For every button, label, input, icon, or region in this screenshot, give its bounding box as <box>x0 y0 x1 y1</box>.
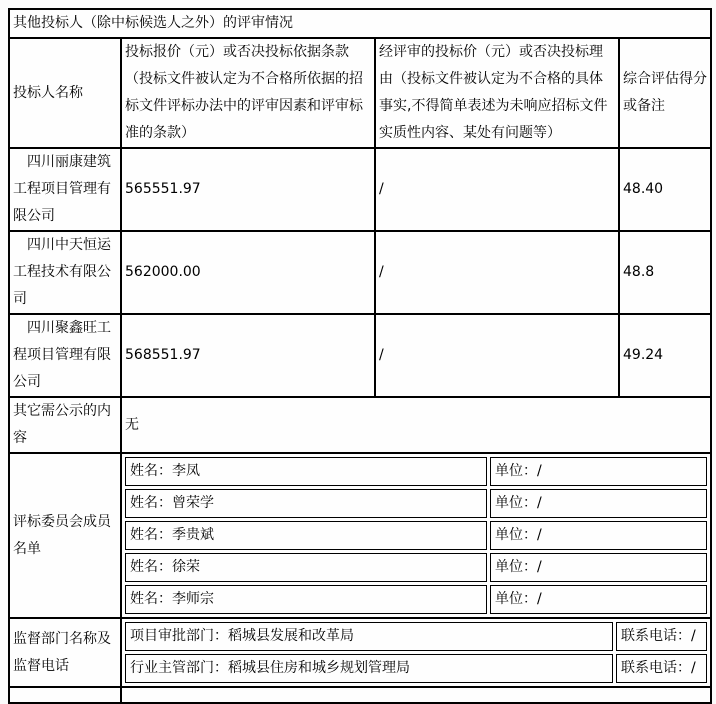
supervision-dept-row <box>125 622 707 651</box>
bidder-name-cell: 四川丽康建筑工程项目管理有限公司 <box>9 148 121 231</box>
member-name-label: 姓名： <box>130 527 172 543</box>
bidder-name-cell: 四川中天恒运工程技术有限公司 <box>9 231 121 314</box>
member-name-label: 姓名： <box>130 495 172 511</box>
member-unit-label: 单位： <box>495 527 537 543</box>
score-cell: 48.8 <box>619 231 711 314</box>
member-unit: / <box>537 495 542 511</box>
supervision-table <box>122 619 710 686</box>
member-name-label: 姓名： <box>130 591 172 607</box>
header-score: 综合评估得分或备注 <box>619 38 711 148</box>
member-name-label: 姓名： <box>130 463 172 479</box>
supervision-label: 监督部门名称及监督电话 <box>9 618 121 687</box>
phone-cell: 联系电话：/ <box>616 622 707 651</box>
table-title-row <box>9 9 711 38</box>
evaluated-price-cell: / <box>375 314 619 397</box>
member-unit-cell <box>490 457 707 486</box>
evaluation-table <box>8 8 712 704</box>
header-bid-price: 投标报价（元）或否决投标依据条款（投标文件被认定为不合格所依据的招标文件评标办法中的评审因素和评审标准的条款） <box>121 38 375 148</box>
member-unit: / <box>537 559 542 575</box>
member-unit-cell <box>490 489 707 518</box>
committee-members-cell <box>121 453 711 618</box>
bidder-row <box>9 231 711 314</box>
other-disclosure-label: 其它需公示的内容 <box>9 397 121 453</box>
other-disclosure-value: 无 <box>121 397 711 453</box>
phone-cell: 联系电话：/ <box>616 654 707 683</box>
member-unit: / <box>537 527 542 543</box>
member-name: 徐荣 <box>172 559 200 575</box>
member-row <box>125 585 707 614</box>
table-title: 其他投标人（除中标候选人之外）的评审情况 <box>9 9 711 38</box>
member-unit-cell <box>490 585 707 614</box>
bidder-row <box>9 148 711 231</box>
member-row <box>125 521 707 550</box>
member-unit-label: 单位： <box>495 463 537 479</box>
member-name: 曾荣学 <box>172 495 214 511</box>
member-unit-cell <box>490 553 707 582</box>
evaluated-price-cell: / <box>375 231 619 314</box>
committee-members-table <box>122 454 710 617</box>
header-evaluated-price: 经评审的投标价（元）或否决投标理由（投标文件被认定为不合格的具体事实,不得简单表述为未响应招标文件实质性内容、某处有问题等） <box>375 38 619 148</box>
supervision-cell <box>121 618 711 687</box>
score-cell: 48.40 <box>619 148 711 231</box>
bidder-name-cell: 四川聚鑫旺工程项目管理有限公司 <box>9 314 121 397</box>
member-unit-cell <box>490 521 707 550</box>
partial-cell <box>121 687 711 703</box>
bid-price-cell: 562000.00 <box>121 231 375 314</box>
member-unit: / <box>537 591 542 607</box>
member-row <box>125 457 707 486</box>
dept-cell: 行业主管部门：稻城县住房和城乡规划管理局 <box>125 654 613 683</box>
member-unit: / <box>537 463 542 479</box>
score-cell: 49.24 <box>619 314 711 397</box>
bidder-row <box>9 314 711 397</box>
partial-cutoff-row <box>9 687 711 703</box>
member-name-cell <box>125 553 487 582</box>
bid-price-cell: 565551.97 <box>121 148 375 231</box>
supervision-dept-row <box>125 654 707 683</box>
member-unit-label: 单位： <box>495 559 537 575</box>
member-name-cell <box>125 457 487 486</box>
bid-price-cell: 568551.97 <box>121 314 375 397</box>
member-row <box>125 553 707 582</box>
member-name-cell <box>125 585 487 614</box>
member-name-label: 姓名： <box>130 559 172 575</box>
committee-row <box>9 453 711 618</box>
partial-cell <box>9 687 121 703</box>
table-header-row <box>9 38 711 148</box>
supervision-row <box>9 618 711 687</box>
member-name-cell <box>125 489 487 518</box>
member-unit-label: 单位： <box>495 591 537 607</box>
dept-cell: 项目审批部门：稻城县发展和改革局 <box>125 622 613 651</box>
evaluation-table-page <box>8 8 712 704</box>
evaluated-price-cell: / <box>375 148 619 231</box>
member-name-cell <box>125 521 487 550</box>
member-row <box>125 489 707 518</box>
member-name: 李师宗 <box>172 591 214 607</box>
committee-label: 评标委员会成员名单 <box>9 453 121 618</box>
member-unit-label: 单位： <box>495 495 537 511</box>
member-name: 李凤 <box>172 463 200 479</box>
other-disclosure-row <box>9 397 711 453</box>
member-name: 季贵斌 <box>172 527 214 543</box>
header-bidder-name: 投标人名称 <box>9 38 121 148</box>
